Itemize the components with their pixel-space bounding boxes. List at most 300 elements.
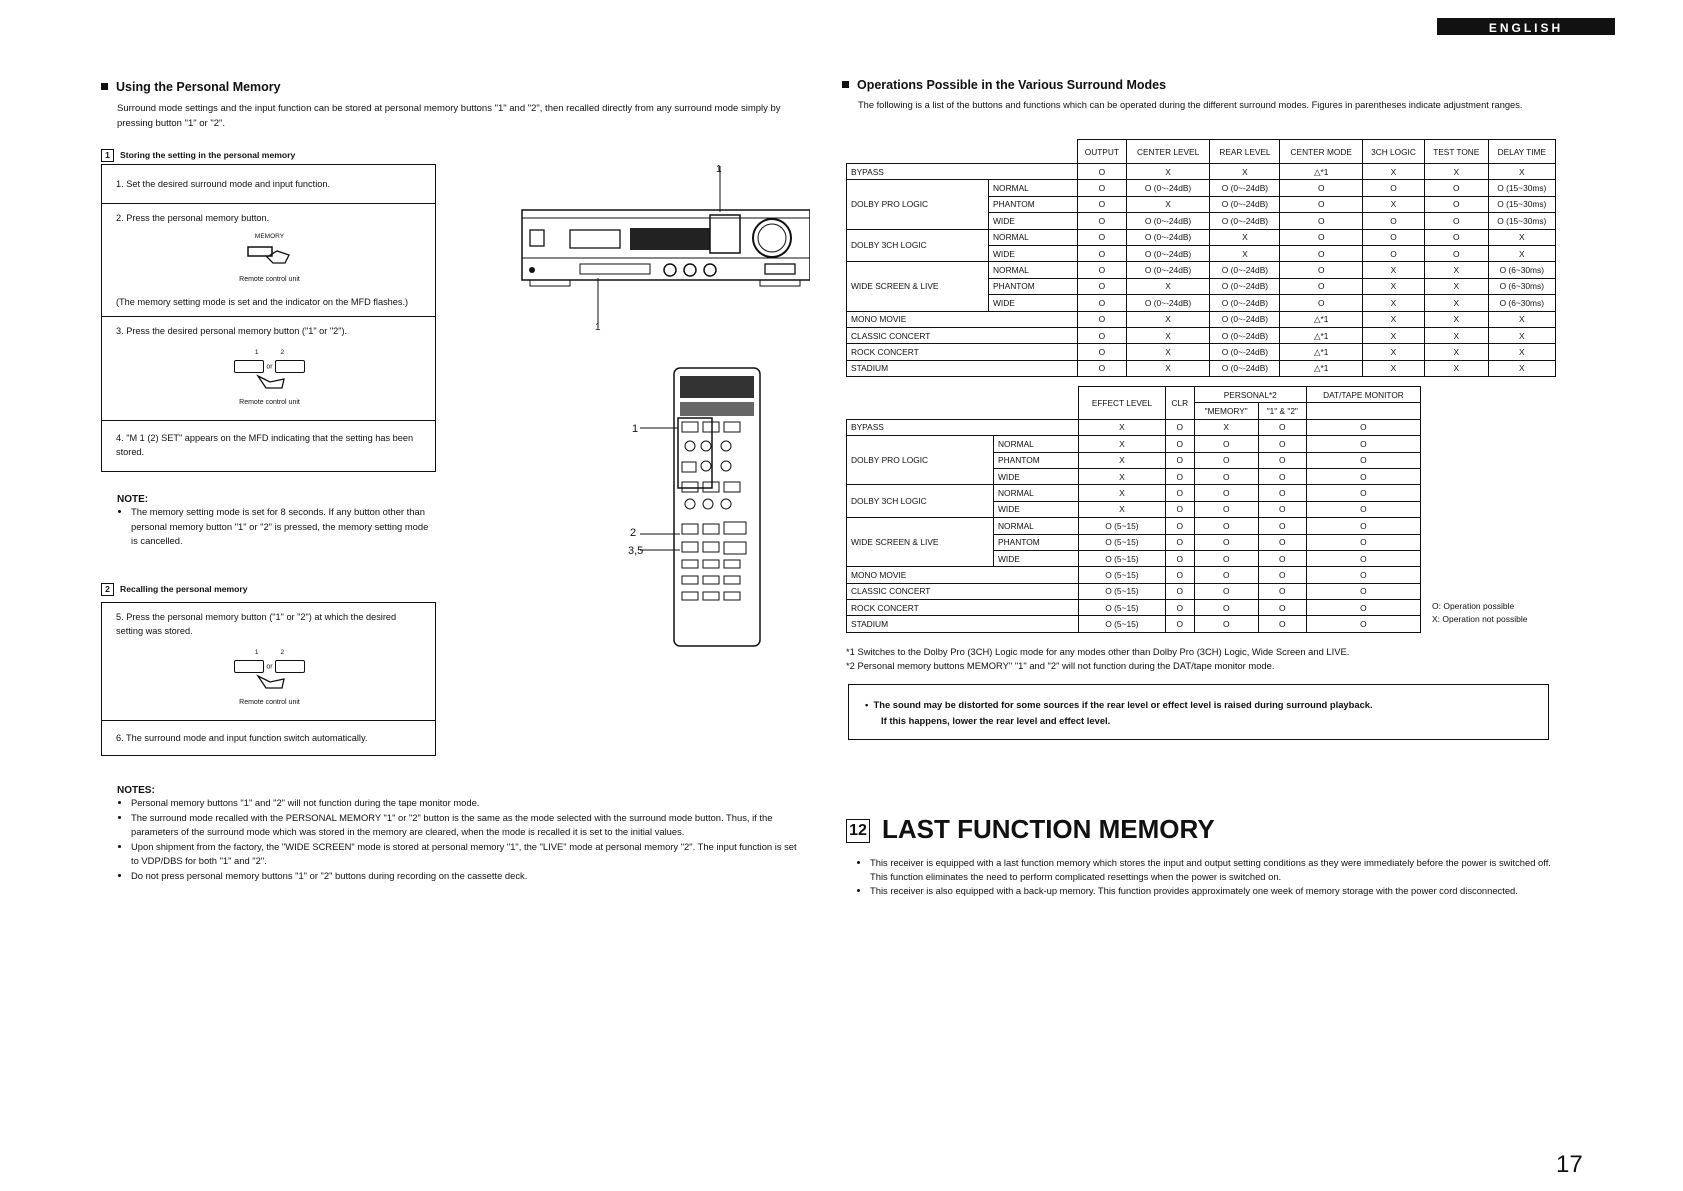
warning-box bbox=[848, 684, 1549, 740]
value-cell: X bbox=[1488, 360, 1555, 376]
table-row bbox=[847, 164, 1556, 180]
value-cell: O bbox=[1258, 600, 1306, 616]
value-cell: O bbox=[1258, 518, 1306, 534]
note-block bbox=[117, 494, 437, 549]
value-cell: X bbox=[1424, 344, 1488, 360]
submode-cell: PHANTOM bbox=[994, 534, 1079, 550]
value-cell: O bbox=[1363, 229, 1425, 245]
value-cell: O (0~-24dB) bbox=[1210, 262, 1280, 278]
store-step-2-text: 2. Press the personal memory button. bbox=[116, 213, 270, 223]
value-cell: O bbox=[1258, 501, 1306, 517]
value-cell: X bbox=[1126, 311, 1210, 327]
value-cell: X bbox=[1126, 278, 1210, 294]
note-title: NOTE: bbox=[117, 494, 149, 505]
value-cell: O bbox=[1078, 262, 1127, 278]
value-cell: O bbox=[1165, 452, 1194, 468]
mode-cell: DOLBY PRO LOGIC bbox=[847, 180, 989, 229]
remote-illustration bbox=[640, 362, 770, 652]
value-cell: O (0~-24dB) bbox=[1126, 213, 1210, 229]
value-cell: O bbox=[1280, 180, 1363, 196]
mode-cell: CLASSIC CONCERT bbox=[847, 327, 1078, 343]
recall-steps-box bbox=[101, 602, 436, 756]
value-cell: O (0~-24dB) bbox=[1126, 229, 1210, 245]
value-cell: X bbox=[1126, 164, 1210, 180]
table-row bbox=[847, 229, 1556, 245]
mode-cell: STADIUM bbox=[847, 360, 1078, 376]
value-cell: O bbox=[1194, 567, 1258, 583]
mode-cell: CLASSIC CONCERT bbox=[847, 583, 1079, 599]
value-cell: O bbox=[1165, 501, 1194, 517]
table-header: DAT/TAPE MONITOR bbox=[1306, 387, 1420, 403]
value-cell: O bbox=[1306, 583, 1420, 599]
table-row bbox=[847, 311, 1556, 327]
value-cell: O bbox=[1165, 550, 1194, 566]
value-cell: △*1 bbox=[1280, 327, 1363, 343]
legend bbox=[1432, 600, 1527, 626]
value-cell: O bbox=[1280, 245, 1363, 261]
value-cell: O bbox=[1280, 295, 1363, 311]
table-row bbox=[847, 436, 1421, 452]
submode-cell: WIDE bbox=[994, 550, 1079, 566]
value-cell: X bbox=[1079, 468, 1166, 484]
submode-cell: NORMAL bbox=[989, 229, 1078, 245]
value-cell: X bbox=[1210, 245, 1280, 261]
value-cell: O bbox=[1078, 245, 1127, 261]
store-step-2 bbox=[102, 204, 435, 317]
personal-memory-title bbox=[101, 80, 281, 94]
btn2-label: 2 bbox=[280, 349, 285, 356]
table-row bbox=[847, 583, 1421, 599]
value-cell: X bbox=[1424, 295, 1488, 311]
value-cell: X bbox=[1424, 360, 1488, 376]
store-steps-box bbox=[101, 164, 436, 472]
mode-cell: DOLBY 3CH LOGIC bbox=[847, 485, 994, 518]
button-1-icon bbox=[234, 360, 264, 373]
hand-icon bbox=[250, 374, 290, 390]
personal-memory-title-text: Using the Personal Memory bbox=[116, 80, 281, 94]
value-cell: X bbox=[1079, 452, 1166, 468]
mode-cell: ROCK CONCERT bbox=[847, 344, 1078, 360]
btn1-label: 1 bbox=[254, 649, 259, 656]
value-cell: O bbox=[1078, 196, 1127, 212]
value-cell: O bbox=[1258, 436, 1306, 452]
last-function-body bbox=[856, 856, 1561, 898]
value-cell: O bbox=[1258, 534, 1306, 550]
note-text: • The memory setting mode is set for 8 seconds. If any button other than personal memory button "1" or "2" is pressed, the memory setting mode is cancelled. bbox=[131, 505, 437, 549]
value-cell: O bbox=[1280, 213, 1363, 229]
recall-subtitle bbox=[101, 583, 248, 596]
last-function-title bbox=[846, 814, 1215, 845]
section-number-box: 12 bbox=[846, 819, 870, 843]
value-cell: O (0~-24dB) bbox=[1210, 295, 1280, 311]
table-header: "1" & "2" bbox=[1258, 403, 1306, 419]
value-cell: X bbox=[1424, 327, 1488, 343]
table-header: EFFECT LEVEL bbox=[1079, 387, 1166, 420]
value-cell: O bbox=[1306, 468, 1420, 484]
button-2-icon bbox=[275, 360, 305, 373]
warning-line-2: If this happens, lower the rear level and effect level. bbox=[881, 715, 1111, 726]
btn2-label: 2 bbox=[280, 649, 285, 656]
value-cell: X bbox=[1126, 196, 1210, 212]
or-label: or bbox=[266, 363, 273, 371]
value-cell: O (6~30ms) bbox=[1488, 295, 1555, 311]
legend-not-possible: X: Operation not possible bbox=[1432, 614, 1528, 624]
memory-label: MEMORY bbox=[254, 233, 285, 240]
value-cell: O bbox=[1165, 534, 1194, 550]
value-cell: X bbox=[1363, 360, 1425, 376]
section-bullet-icon bbox=[842, 81, 849, 88]
mode-cell: STADIUM bbox=[847, 616, 1079, 632]
value-cell: O bbox=[1258, 468, 1306, 484]
mode-cell: MONO MOVIE bbox=[847, 567, 1079, 583]
note-item: • Upon shipment from the factory, the "WIDE SCREEN" mode is stored at personal memory "1", the "LIVE" mode at personal memory "2". The input function is set to VDP/DBS for both "1" and "2". bbox=[131, 840, 802, 869]
value-cell: X bbox=[1488, 245, 1555, 261]
step-number-box: 2 bbox=[101, 583, 114, 596]
last-function-bullet: • This receiver is also equipped with a back-up memory. This function provides approximately one week of memory storage with the power cord disconnected. bbox=[870, 884, 1561, 898]
value-cell: O bbox=[1306, 550, 1420, 566]
recall-step-6: 6. The surround mode and input function switch automatically. bbox=[116, 733, 368, 744]
mode-cell: BYPASS bbox=[847, 419, 1079, 435]
value-cell: O bbox=[1194, 600, 1258, 616]
store-step-1: 1. Set the desired surround mode and input function. bbox=[102, 165, 435, 204]
value-cell: O (0~-24dB) bbox=[1210, 278, 1280, 294]
notes-title: NOTES: bbox=[117, 785, 155, 796]
warning-line-1: • The sound may be distorted for some sources if the rear level or effect level is raised during surround playback. bbox=[865, 699, 1373, 710]
note-item: • Do not press personal memory buttons "1" or "2" buttons during recording on the cassette deck. bbox=[131, 869, 802, 884]
submode-cell: PHANTOM bbox=[989, 278, 1078, 294]
table-header: TEST TONE bbox=[1424, 140, 1488, 164]
value-cell: X bbox=[1488, 327, 1555, 343]
legend-possible: O: Operation possible bbox=[1432, 601, 1515, 611]
value-cell: X bbox=[1424, 311, 1488, 327]
or-label: or bbox=[266, 663, 273, 671]
mode-cell: DOLBY PRO LOGIC bbox=[847, 436, 994, 485]
last-function-title-text: LAST FUNCTION MEMORY bbox=[882, 814, 1215, 844]
value-cell: X bbox=[1363, 278, 1425, 294]
value-cell: X bbox=[1363, 295, 1425, 311]
step-number-box: 1 bbox=[101, 149, 114, 162]
value-cell: X bbox=[1079, 436, 1166, 452]
value-cell: △*1 bbox=[1280, 360, 1363, 376]
table-row bbox=[847, 327, 1556, 343]
recall-step-5-text: 5. Press the personal memory button ("1" or "2") at which the desired setting was stored. bbox=[116, 612, 397, 636]
submode-cell: WIDE bbox=[989, 213, 1078, 229]
table-row bbox=[847, 485, 1421, 501]
value-cell: O bbox=[1078, 164, 1127, 180]
value-cell: O bbox=[1258, 550, 1306, 566]
table-corner bbox=[847, 140, 1078, 164]
value-cell: X bbox=[1488, 229, 1555, 245]
value-cell: O bbox=[1280, 229, 1363, 245]
value-cell: O bbox=[1424, 180, 1488, 196]
value-cell: O bbox=[1194, 550, 1258, 566]
value-cell: X bbox=[1424, 278, 1488, 294]
page-number: 17 bbox=[1556, 1151, 1583, 1178]
value-cell: O (0~-24dB) bbox=[1210, 180, 1280, 196]
value-cell: O bbox=[1078, 213, 1127, 229]
value-cell: O bbox=[1194, 534, 1258, 550]
recall-buttons-illustration bbox=[116, 646, 423, 710]
value-cell: O bbox=[1258, 452, 1306, 468]
value-cell: O (6~30ms) bbox=[1488, 278, 1555, 294]
value-cell: O bbox=[1363, 213, 1425, 229]
value-cell: O bbox=[1258, 583, 1306, 599]
value-cell: O (0~-24dB) bbox=[1126, 262, 1210, 278]
value-cell: O bbox=[1306, 501, 1420, 517]
value-cell: O bbox=[1306, 436, 1420, 452]
value-cell: O bbox=[1165, 468, 1194, 484]
value-cell: O (0~-24dB) bbox=[1210, 311, 1280, 327]
value-cell: O (5~15) bbox=[1079, 567, 1166, 583]
last-function-bullet: • This receiver is equipped with a last function memory which stores the input and output setting conditions as they were immediately before the power is switched off. bbox=[870, 856, 1561, 870]
mode-cell: BYPASS bbox=[847, 164, 1078, 180]
note-item: • The surround mode recalled with the PERSONAL MEMORY "1" or "2" button is the same as the mode selected with the surround mode button. Thus, if the parameters of the surround mode which was stored in the memory are cleared, when the mode is recalled it is set to the initial values. bbox=[131, 811, 802, 840]
value-cell: O bbox=[1306, 452, 1420, 468]
mode-cell: DOLBY 3CH LOGIC bbox=[847, 229, 989, 262]
operations-title bbox=[842, 78, 1166, 92]
value-cell: O bbox=[1194, 501, 1258, 517]
value-cell: O bbox=[1280, 196, 1363, 212]
value-cell: O (5~15) bbox=[1079, 583, 1166, 599]
table-row bbox=[847, 262, 1556, 278]
value-cell: X bbox=[1488, 164, 1555, 180]
submode-cell: PHANTOM bbox=[994, 452, 1079, 468]
remote-label: Remote control unit bbox=[239, 399, 300, 407]
value-cell: O bbox=[1194, 468, 1258, 484]
value-cell: O (5~15) bbox=[1079, 534, 1166, 550]
value-cell: △*1 bbox=[1280, 344, 1363, 360]
value-cell: O bbox=[1258, 419, 1306, 435]
value-cell: O bbox=[1280, 262, 1363, 278]
value-cell: O bbox=[1165, 616, 1194, 632]
footnotes bbox=[846, 645, 1566, 673]
value-cell: O bbox=[1306, 616, 1420, 632]
value-cell: O bbox=[1306, 485, 1420, 501]
store-subtitle-text: Storing the setting in the personal memory bbox=[120, 150, 296, 160]
value-cell: X bbox=[1424, 262, 1488, 278]
operations-title-text: Operations Possible in the Various Surround Modes bbox=[857, 78, 1167, 92]
mode-cell: WIDE SCREEN & LIVE bbox=[847, 518, 994, 567]
value-cell: X bbox=[1424, 164, 1488, 180]
value-cell: X bbox=[1126, 327, 1210, 343]
value-cell: O bbox=[1424, 229, 1488, 245]
table-header: PERSONAL*2 bbox=[1194, 387, 1306, 403]
value-cell: O bbox=[1165, 600, 1194, 616]
value-cell: O bbox=[1078, 295, 1127, 311]
value-cell: X bbox=[1363, 196, 1425, 212]
table-header: CENTER LEVEL bbox=[1126, 140, 1210, 164]
last-function-bullet: This function eliminates the need to perform complicated resettings when the power is switched on. bbox=[870, 871, 1282, 882]
value-cell: O bbox=[1194, 436, 1258, 452]
submode-cell: NORMAL bbox=[989, 180, 1078, 196]
table-row bbox=[847, 360, 1556, 376]
footnote-2: *2 Personal memory buttons MEMORY" "1" and "2" will not function during the DAT/tape monitor mode. bbox=[846, 660, 1275, 671]
submode-cell: NORMAL bbox=[994, 518, 1079, 534]
value-cell: O (15~30ms) bbox=[1488, 213, 1555, 229]
value-cell: O bbox=[1306, 600, 1420, 616]
value-cell: O bbox=[1306, 567, 1420, 583]
value-cell: O bbox=[1363, 245, 1425, 261]
table-row bbox=[847, 419, 1421, 435]
recall-subtitle-text: Recalling the personal memory bbox=[120, 584, 248, 594]
footnote-1: *1 Switches to the Dolby Pro (3CH) Logic mode for any modes other than Dolby Pro (3CH) Logic, Wide Screen and LIVE. bbox=[846, 646, 1350, 657]
table-row bbox=[847, 180, 1556, 196]
callout-top: 1 bbox=[716, 164, 722, 175]
submode-cell: NORMAL bbox=[994, 485, 1079, 501]
submode-cell: WIDE bbox=[994, 501, 1079, 517]
value-cell: X bbox=[1488, 344, 1555, 360]
table-header: DELAY TIME bbox=[1488, 140, 1555, 164]
value-cell: O (15~30ms) bbox=[1488, 196, 1555, 212]
value-cell: O bbox=[1258, 567, 1306, 583]
remote-callout-2: 2 bbox=[630, 527, 637, 539]
value-cell: O (0~-24dB) bbox=[1210, 327, 1280, 343]
remote-label: Remote control unit bbox=[239, 699, 300, 707]
value-cell: O (6~30ms) bbox=[1488, 262, 1555, 278]
recall-step-5 bbox=[102, 603, 435, 721]
value-cell: O bbox=[1306, 534, 1420, 550]
value-cell: X bbox=[1194, 419, 1258, 435]
value-cell: X bbox=[1126, 344, 1210, 360]
notes-block bbox=[117, 785, 802, 883]
submode-cell: WIDE bbox=[994, 468, 1079, 484]
table-row bbox=[847, 518, 1421, 534]
personal-memory-intro: Surround mode settings and the input function can be stored at personal memory buttons "1" and "2", then recalled directly from any surround mode simply by pressing button "1" or "2". bbox=[117, 103, 781, 129]
value-cell: O (0~-24dB) bbox=[1210, 360, 1280, 376]
note-item: • Personal memory buttons "1" and "2" will not function during the tape monitor mode. bbox=[131, 796, 802, 811]
value-cell: X bbox=[1363, 262, 1425, 278]
value-cell: X bbox=[1363, 164, 1425, 180]
value-cell: O bbox=[1258, 485, 1306, 501]
value-cell: O bbox=[1194, 518, 1258, 534]
value-cell: O bbox=[1078, 229, 1127, 245]
operations-table-2 bbox=[846, 386, 1421, 633]
mode-cell: ROCK CONCERT bbox=[847, 600, 1079, 616]
value-cell: O bbox=[1424, 213, 1488, 229]
value-cell: O bbox=[1194, 485, 1258, 501]
submode-cell: NORMAL bbox=[989, 262, 1078, 278]
value-cell: O bbox=[1078, 311, 1127, 327]
value-cell: O bbox=[1165, 567, 1194, 583]
value-cell: O bbox=[1194, 452, 1258, 468]
value-cell: O (15~30ms) bbox=[1488, 180, 1555, 196]
remote-label: Remote control unit bbox=[239, 276, 300, 283]
table-header: REAR LEVEL bbox=[1210, 140, 1280, 164]
value-cell: X bbox=[1210, 229, 1280, 245]
store-subtitle bbox=[101, 149, 295, 162]
value-cell: O (0~-24dB) bbox=[1210, 196, 1280, 212]
value-cell: O bbox=[1194, 583, 1258, 599]
submode-cell: WIDE bbox=[989, 295, 1078, 311]
store-step-3-text: 3. Press the desired personal memory button ("1" or "2"). bbox=[116, 326, 348, 336]
value-cell: O bbox=[1306, 518, 1420, 534]
value-cell: O bbox=[1306, 419, 1420, 435]
mode-cell: WIDE SCREEN & LIVE bbox=[847, 262, 989, 311]
value-cell: O (5~15) bbox=[1079, 518, 1166, 534]
value-cell: O (5~15) bbox=[1079, 616, 1166, 632]
button-1-icon bbox=[234, 660, 264, 673]
table-header: CLR bbox=[1165, 387, 1194, 420]
button-2-icon bbox=[275, 660, 305, 673]
language-bar: ENGLISH bbox=[1437, 18, 1615, 35]
value-cell: O (0~-24dB) bbox=[1126, 295, 1210, 311]
table-corner bbox=[847, 387, 1079, 420]
value-cell: O bbox=[1424, 245, 1488, 261]
value-cell: O bbox=[1078, 360, 1127, 376]
value-cell: O (0~-24dB) bbox=[1126, 245, 1210, 261]
value-cell: X bbox=[1079, 501, 1166, 517]
value-cell: O bbox=[1165, 419, 1194, 435]
value-cell: O bbox=[1165, 436, 1194, 452]
operations-intro: The following is a list of the buttons and functions which can be operated during the different surround modes. Figures in parentheses indicate adjustment ranges. bbox=[858, 100, 1523, 110]
hand-press-icon bbox=[245, 245, 295, 267]
value-cell: X bbox=[1079, 419, 1166, 435]
value-cell: O bbox=[1194, 616, 1258, 632]
value-cell: O bbox=[1078, 278, 1127, 294]
value-cell: O bbox=[1078, 344, 1127, 360]
table-row bbox=[847, 600, 1421, 616]
value-cell: O (5~15) bbox=[1079, 550, 1166, 566]
value-cell: O bbox=[1280, 278, 1363, 294]
table-header: "MEMORY" bbox=[1194, 403, 1258, 419]
table-header: OUTPUT bbox=[1078, 140, 1127, 164]
value-cell: O bbox=[1078, 327, 1127, 343]
value-cell: O bbox=[1165, 518, 1194, 534]
value-cell: △*1 bbox=[1280, 311, 1363, 327]
store-step-2-note: (The memory setting mode is set and the indicator on the MFD flashes.) bbox=[116, 297, 409, 307]
value-cell: X bbox=[1363, 327, 1425, 343]
value-cell: O bbox=[1363, 180, 1425, 196]
remote-callout-1: 1 bbox=[632, 423, 639, 435]
submode-cell: NORMAL bbox=[994, 436, 1079, 452]
value-cell: △*1 bbox=[1280, 164, 1363, 180]
value-cell: O (0~-24dB) bbox=[1210, 213, 1280, 229]
memory-button-illustration bbox=[116, 230, 423, 287]
value-cell: O (5~15) bbox=[1079, 600, 1166, 616]
section-bullet-icon bbox=[101, 83, 108, 90]
value-cell: X bbox=[1488, 311, 1555, 327]
value-cell: O bbox=[1258, 616, 1306, 632]
warning-text-1: The sound may be distorted for some sources if the rear level or effect level is raised during surround playback. bbox=[873, 699, 1373, 710]
value-cell: O (0~-24dB) bbox=[1210, 344, 1280, 360]
table-header: CENTER MODE bbox=[1280, 140, 1363, 164]
table-row bbox=[847, 616, 1421, 632]
submode-cell: WIDE bbox=[989, 245, 1078, 261]
operations-table-1 bbox=[846, 139, 1556, 377]
submode-cell: PHANTOM bbox=[989, 196, 1078, 212]
value-cell: O bbox=[1165, 485, 1194, 501]
table-row bbox=[847, 344, 1556, 360]
mode-cell: MONO MOVIE bbox=[847, 311, 1078, 327]
callout-bottom: 1 bbox=[595, 322, 601, 333]
value-cell: X bbox=[1363, 311, 1425, 327]
value-cell: O bbox=[1078, 180, 1127, 196]
store-step-3 bbox=[102, 317, 435, 421]
store-step-4: 4. "M 1 (2) SET" appears on the MFD indicating that the setting has been stored. bbox=[116, 433, 414, 458]
number-buttons-illustration bbox=[116, 346, 423, 410]
value-cell: X bbox=[1363, 344, 1425, 360]
receiver-illustration bbox=[510, 160, 810, 340]
value-cell: X bbox=[1079, 485, 1166, 501]
remote-callout-3-5: 3,5 bbox=[628, 545, 644, 557]
value-cell: O bbox=[1424, 196, 1488, 212]
value-cell: O bbox=[1165, 583, 1194, 599]
value-cell: O (0~-24dB) bbox=[1126, 180, 1210, 196]
table-header: 3CH LOGIC bbox=[1363, 140, 1425, 164]
btn1-label: 1 bbox=[254, 349, 259, 356]
table-row bbox=[847, 567, 1421, 583]
hand-icon bbox=[250, 674, 290, 690]
